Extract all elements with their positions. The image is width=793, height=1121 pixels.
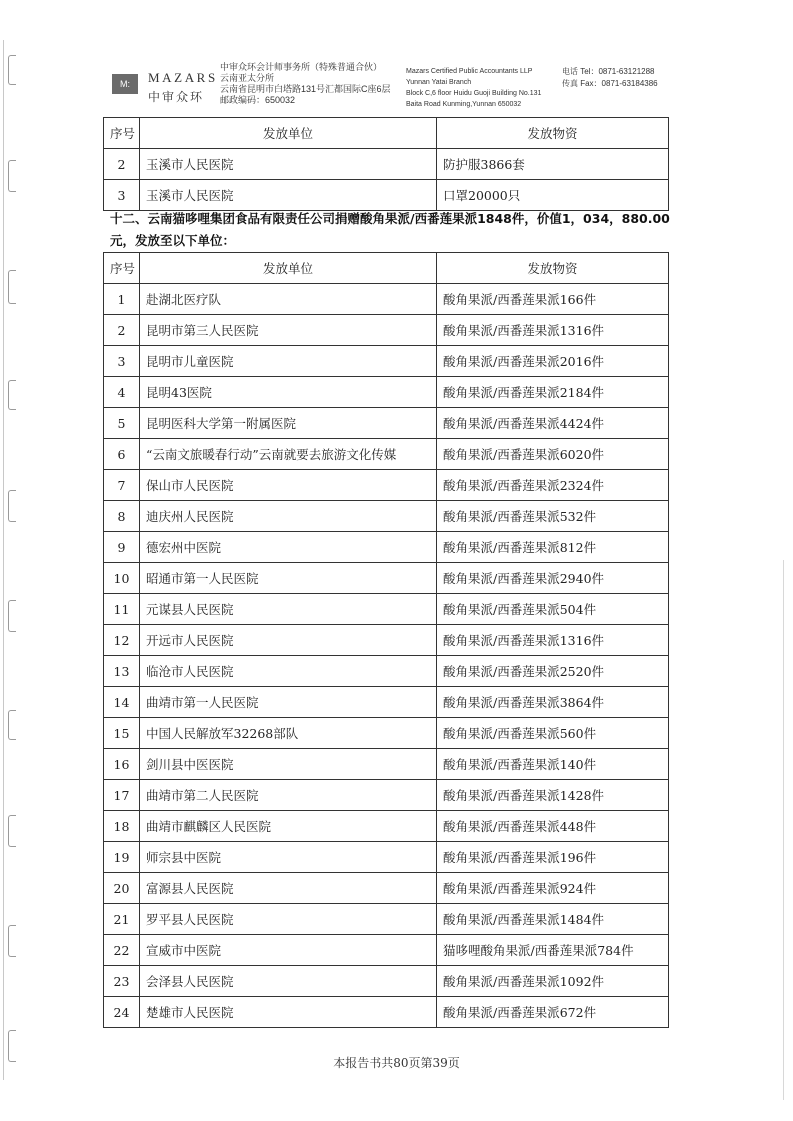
row-unit: 玉溪市人民医院	[140, 180, 437, 211]
logo-english: MAZARS	[148, 70, 218, 85]
table-row	[104, 470, 669, 501]
table-row	[104, 180, 669, 211]
row-unit: 迪庆州人民医院	[140, 501, 437, 532]
postcode-cn: 邮政编码：650032	[220, 95, 296, 105]
row-unit: 曲靖市麒麟区人民医院	[140, 811, 437, 842]
branch-name-cn: 云南亚太分所	[220, 73, 275, 83]
header-item: 发放物资	[437, 253, 669, 284]
telephone: 电话 Tel：0871-63121288	[562, 67, 655, 76]
row-unit: 昆明43医院	[140, 377, 437, 408]
row-unit: 元谋县人民医院	[140, 594, 437, 625]
row-item: 酸角果派/西番莲果派6020件	[437, 439, 669, 470]
table-header-row	[104, 118, 669, 149]
row-unit: 赴湖北医疗队	[140, 284, 437, 315]
row-index: 2	[104, 149, 140, 180]
row-unit: 罗平县人民医院	[140, 904, 437, 935]
address-en-2: Baita Road Kunming,Yunnan 650032	[406, 101, 522, 108]
contact-info	[562, 66, 658, 90]
table-row	[104, 687, 669, 718]
row-item: 防护服3866套	[437, 149, 669, 180]
row-item: 酸角果派/西番莲果派1484件	[437, 904, 669, 935]
firm-name-en: Mazars Certified Public Accountants LLP	[406, 68, 533, 75]
binding-hole-mark	[8, 815, 16, 847]
row-item: 酸角果派/西番莲果派504件	[437, 594, 669, 625]
row-item: 酸角果派/西番莲果派140件	[437, 749, 669, 780]
row-unit: 宣威市中医院	[140, 935, 437, 966]
table-row	[104, 377, 669, 408]
row-index: 6	[104, 439, 140, 470]
table-row	[104, 532, 669, 563]
table-row	[104, 346, 669, 377]
row-item: 酸角果派/西番莲果派1428件	[437, 780, 669, 811]
row-item: 酸角果派/西番莲果派166件	[437, 284, 669, 315]
table-row	[104, 811, 669, 842]
row-index: 13	[104, 656, 140, 687]
binding-hole-mark	[8, 160, 16, 192]
row-index: 20	[104, 873, 140, 904]
row-item: 酸角果派/西番莲果派924件	[437, 873, 669, 904]
mazars-logo-icon: M:	[112, 74, 138, 94]
row-unit: 昆明市儿童医院	[140, 346, 437, 377]
table-row	[104, 625, 669, 656]
scan-edge	[3, 40, 4, 1080]
table-row	[104, 501, 669, 532]
table-row	[104, 149, 669, 180]
row-item: 酸角果派/西番莲果派1092件	[437, 966, 669, 997]
row-item: 酸角果派/西番莲果派532件	[437, 501, 669, 532]
binding-hole-mark	[8, 270, 16, 304]
row-index: 14	[104, 687, 140, 718]
binding-hole-mark	[8, 710, 16, 740]
row-index: 2	[104, 315, 140, 346]
table-row	[104, 966, 669, 997]
table-row	[104, 997, 669, 1028]
row-item: 酸角果派/西番莲果派1316件	[437, 315, 669, 346]
row-index: 10	[104, 563, 140, 594]
row-item: 酸角果派/西番莲果派448件	[437, 811, 669, 842]
row-index: 15	[104, 718, 140, 749]
row-unit: 中国人民解放军32268部队	[140, 718, 437, 749]
row-index: 4	[104, 377, 140, 408]
table-row	[104, 656, 669, 687]
row-index: 9	[104, 532, 140, 563]
row-unit: 临沧市人民医院	[140, 656, 437, 687]
table-row	[104, 315, 669, 346]
row-unit: “云南文旅暖春行动”云南就要去旅游文化传媒	[140, 439, 437, 470]
row-unit: 曲靖市第二人民医院	[140, 780, 437, 811]
fax: 传真 Fax：0871-63184386	[562, 79, 658, 88]
row-unit: 德宏州中医院	[140, 532, 437, 563]
row-index: 21	[104, 904, 140, 935]
table-row	[104, 873, 669, 904]
table-row	[104, 904, 669, 935]
address-cn: 云南省昆明市白塔路131号汇都国际C座6层	[220, 84, 391, 94]
section-heading: 十二、云南猫哆哩集团食品有限责任公司捐赠酸角果派/西番莲果派1848件，价值1，034，880.00元，发放至以下单位：	[110, 211, 670, 248]
table-body	[104, 284, 669, 1028]
row-unit: 富源县人民医院	[140, 873, 437, 904]
row-item: 酸角果派/西番莲果派2016件	[437, 346, 669, 377]
firm-address-english	[406, 66, 541, 110]
row-index: 3	[104, 346, 140, 377]
table-row	[104, 718, 669, 749]
row-item: 猫哆哩酸角果派/西番莲果派784件	[437, 935, 669, 966]
distribution-table-continued	[103, 117, 669, 211]
scan-edge-right	[783, 560, 784, 1100]
row-index: 19	[104, 842, 140, 873]
row-item: 酸角果派/西番莲果派2184件	[437, 377, 669, 408]
table-row	[104, 284, 669, 315]
row-index: 18	[104, 811, 140, 842]
row-unit: 曲靖市第一人民医院	[140, 687, 437, 718]
binding-hole-mark	[8, 55, 16, 85]
firm-name-cn: 中审众环会计师事务所（特殊普通合伙）	[220, 62, 383, 72]
row-unit: 昭通市第一人民医院	[140, 563, 437, 594]
branch-name-en: Yunnan Yatai Branch	[406, 79, 472, 86]
row-index: 12	[104, 625, 140, 656]
row-item: 酸角果派/西番莲果派672件	[437, 997, 669, 1028]
row-item: 口罩20000只	[437, 180, 669, 211]
binding-hole-mark	[8, 490, 16, 522]
logo-chinese: 中审众环	[148, 90, 205, 104]
page-footer: 本报告书共80页第39页	[333, 1056, 460, 1070]
row-item: 酸角果派/西番莲果派2520件	[437, 656, 669, 687]
table-row	[104, 439, 669, 470]
row-unit: 会泽县人民医院	[140, 966, 437, 997]
table-row	[104, 563, 669, 594]
letterhead	[112, 62, 672, 112]
firm-address-chinese	[220, 62, 391, 106]
header-index: 序号	[104, 253, 140, 284]
row-item: 酸角果派/西番莲果派196件	[437, 842, 669, 873]
row-unit: 开远市人民医院	[140, 625, 437, 656]
row-item: 酸角果派/西番莲果派4424件	[437, 408, 669, 439]
header-unit: 发放单位	[140, 253, 437, 284]
address-en-1: Block C,6 floor Huidu Guoji Building No.131	[406, 90, 542, 97]
table-row	[104, 780, 669, 811]
binding-hole-mark	[8, 600, 16, 632]
table-row	[104, 749, 669, 780]
row-index: 1	[104, 284, 140, 315]
binding-hole-mark	[8, 380, 16, 410]
row-index: 22	[104, 935, 140, 966]
row-unit: 昆明医科大学第一附属医院	[140, 408, 437, 439]
table-row	[104, 935, 669, 966]
header-index: 序号	[104, 118, 140, 149]
table-row	[104, 842, 669, 873]
row-unit: 楚雄市人民医院	[140, 997, 437, 1028]
row-index: 11	[104, 594, 140, 625]
header-item: 发放物资	[437, 118, 669, 149]
row-index: 16	[104, 749, 140, 780]
row-index: 17	[104, 780, 140, 811]
distribution-table	[103, 252, 669, 1028]
row-index: 8	[104, 501, 140, 532]
row-item: 酸角果派/西番莲果派1316件	[437, 625, 669, 656]
row-unit: 师宗县中医院	[140, 842, 437, 873]
row-item: 酸角果派/西番莲果派2940件	[437, 563, 669, 594]
row-unit: 保山市人民医院	[140, 470, 437, 501]
table-row	[104, 408, 669, 439]
row-index: 3	[104, 180, 140, 211]
row-index: 24	[104, 997, 140, 1028]
row-index: 5	[104, 408, 140, 439]
row-item: 酸角果派/西番莲果派560件	[437, 718, 669, 749]
row-item: 酸角果派/西番莲果派812件	[437, 532, 669, 563]
row-unit: 剑川县中医医院	[140, 749, 437, 780]
binding-hole-mark	[8, 925, 16, 957]
row-index: 23	[104, 966, 140, 997]
row-item: 酸角果派/西番莲果派2324件	[437, 470, 669, 501]
row-index: 7	[104, 470, 140, 501]
table-header-row	[104, 253, 669, 284]
table-row	[104, 594, 669, 625]
row-item: 酸角果派/西番莲果派3864件	[437, 687, 669, 718]
row-unit: 昆明市第三人民医院	[140, 315, 437, 346]
row-unit: 玉溪市人民医院	[140, 149, 437, 180]
header-unit: 发放单位	[140, 118, 437, 149]
